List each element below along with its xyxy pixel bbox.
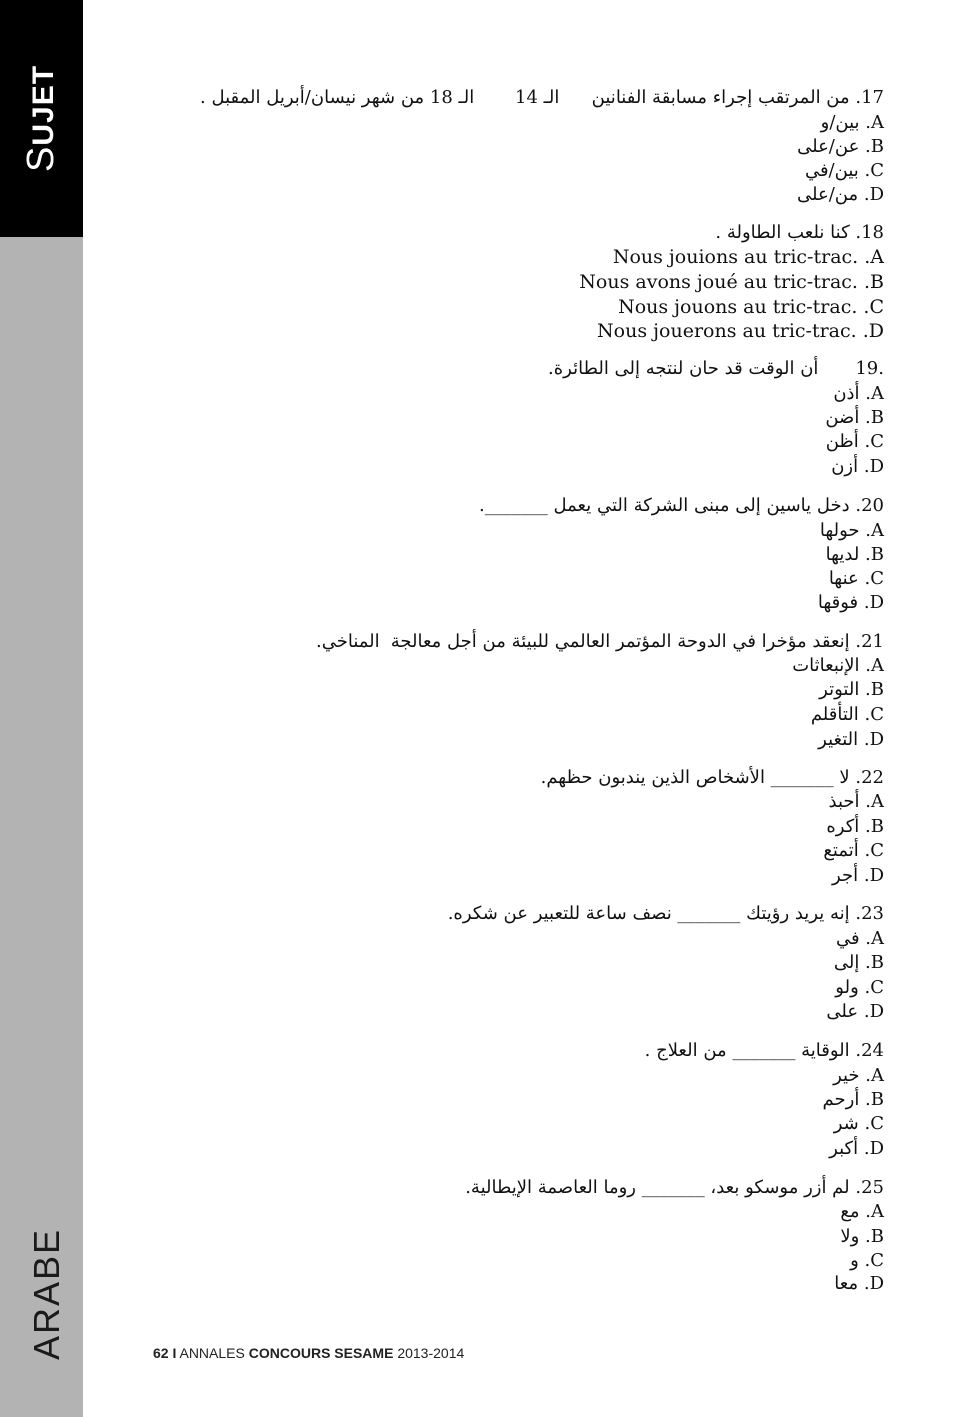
- q18-option-d: Nous jouerons au tric-trac. .D: [597, 320, 884, 342]
- q23-option-b: B. إلى: [833, 952, 884, 973]
- q19-option-c: C. أظن: [825, 431, 884, 452]
- q23-option-d: D. على: [826, 1001, 884, 1022]
- q22-option-d: D. أجر: [832, 865, 884, 886]
- q17-option-a: A. بين/و: [820, 112, 884, 133]
- q25-option-a: A. مع: [840, 1201, 884, 1222]
- question-23: 23. إنه يريد رؤيتك _______ نصف ساعة للتعبير عن شكره.: [447, 903, 884, 924]
- q25-option-d: D. معا: [834, 1273, 884, 1294]
- question-21: 21. إنعقد مؤخرا في الدوحة المؤتمر العالمي للبيئة من أجل معالجة: [390, 631, 884, 652]
- page-footer: [153, 1345, 464, 1361]
- q22-option-b: B. أكره: [826, 816, 884, 837]
- question-17: 17. من المرتقب إجراء مسابقة الفنانين: [591, 87, 884, 108]
- q17-option-b: B. عن/على: [797, 136, 884, 157]
- question-19: .19: [855, 358, 884, 379]
- section-label: SUJET: [20, 64, 62, 172]
- q20-option-c: C. عنها: [828, 568, 884, 589]
- q18-option-a: Nous jouions au tric-trac. .A: [612, 246, 884, 268]
- q19-option-a: A. أذن: [833, 383, 884, 404]
- q25-option-c: C. و: [850, 1250, 884, 1271]
- question-24: 24. الوقاية _______ من العلاج .: [644, 1040, 884, 1061]
- page-number: 62: [153, 1345, 169, 1361]
- q24-option-c: C. شر: [833, 1113, 884, 1134]
- question-17-tail: الـ 18 من شهر نيسان/أبريل المقبل .: [200, 87, 475, 108]
- question-19-tail: أن الوقت قد حان لنتجه إلى الطائرة.: [548, 358, 819, 379]
- q24-option-b: B. أرحم: [822, 1089, 884, 1110]
- q25-option-b: B. ولا: [840, 1226, 884, 1247]
- q24-option-a: A. خير: [833, 1065, 884, 1086]
- question-22: 22. لا _______ الأشخاص الذين يندبون حظهم.: [540, 767, 884, 788]
- q19-option-b: B. أضن: [825, 407, 884, 428]
- question-18: 18. كنا نلعب الطاولة .: [715, 222, 884, 243]
- q21-option-d: D. التغير: [818, 729, 884, 750]
- q21-option-a: A. الإنبعاثات: [792, 655, 884, 676]
- footer-concours: CONCOURS SESAME: [248, 1345, 394, 1361]
- q17-option-c: C. بين/في: [804, 160, 884, 181]
- q18-option-c: Nous jouons au tric-trac. .C: [618, 296, 884, 318]
- question-21-tail: المناخي.: [316, 631, 380, 652]
- subject-label: ARABE: [26, 1227, 67, 1360]
- footer-annales: ANNALES: [179, 1345, 245, 1361]
- question-17-blank1: الـ 14: [515, 87, 560, 108]
- q20-option-a: A. حولها: [819, 520, 884, 541]
- q20-option-d: D. فوقها: [817, 592, 884, 613]
- question-20: 20. دخل ياسين إلى مبنى الشركة التي يعمل _______.: [479, 495, 884, 516]
- q20-option-b: B. لديها: [825, 544, 884, 565]
- q22-option-c: C. أتمتع: [823, 840, 884, 861]
- q24-option-d: D. أكبر: [829, 1138, 884, 1159]
- q17-option-d: D. من/على: [797, 184, 884, 205]
- question-25: 25. لم أزر موسكو بعد، _______ روما العاصمة الإيطالية.: [465, 1177, 884, 1198]
- footer-year: 2013-2014: [397, 1345, 465, 1361]
- q18-option-b: Nous avons joué au tric-trac. .B: [579, 271, 884, 293]
- q23-option-c: C. ولو: [835, 977, 884, 998]
- q21-option-c: C. التأقلم: [810, 704, 884, 725]
- q21-option-b: B. التوتر: [819, 679, 884, 700]
- q22-option-a: A. أحبذ: [828, 791, 884, 812]
- footer-separator: I: [172, 1345, 177, 1361]
- q19-option-d: D. أزن: [831, 456, 884, 477]
- q23-option-a: A. في: [835, 928, 884, 949]
